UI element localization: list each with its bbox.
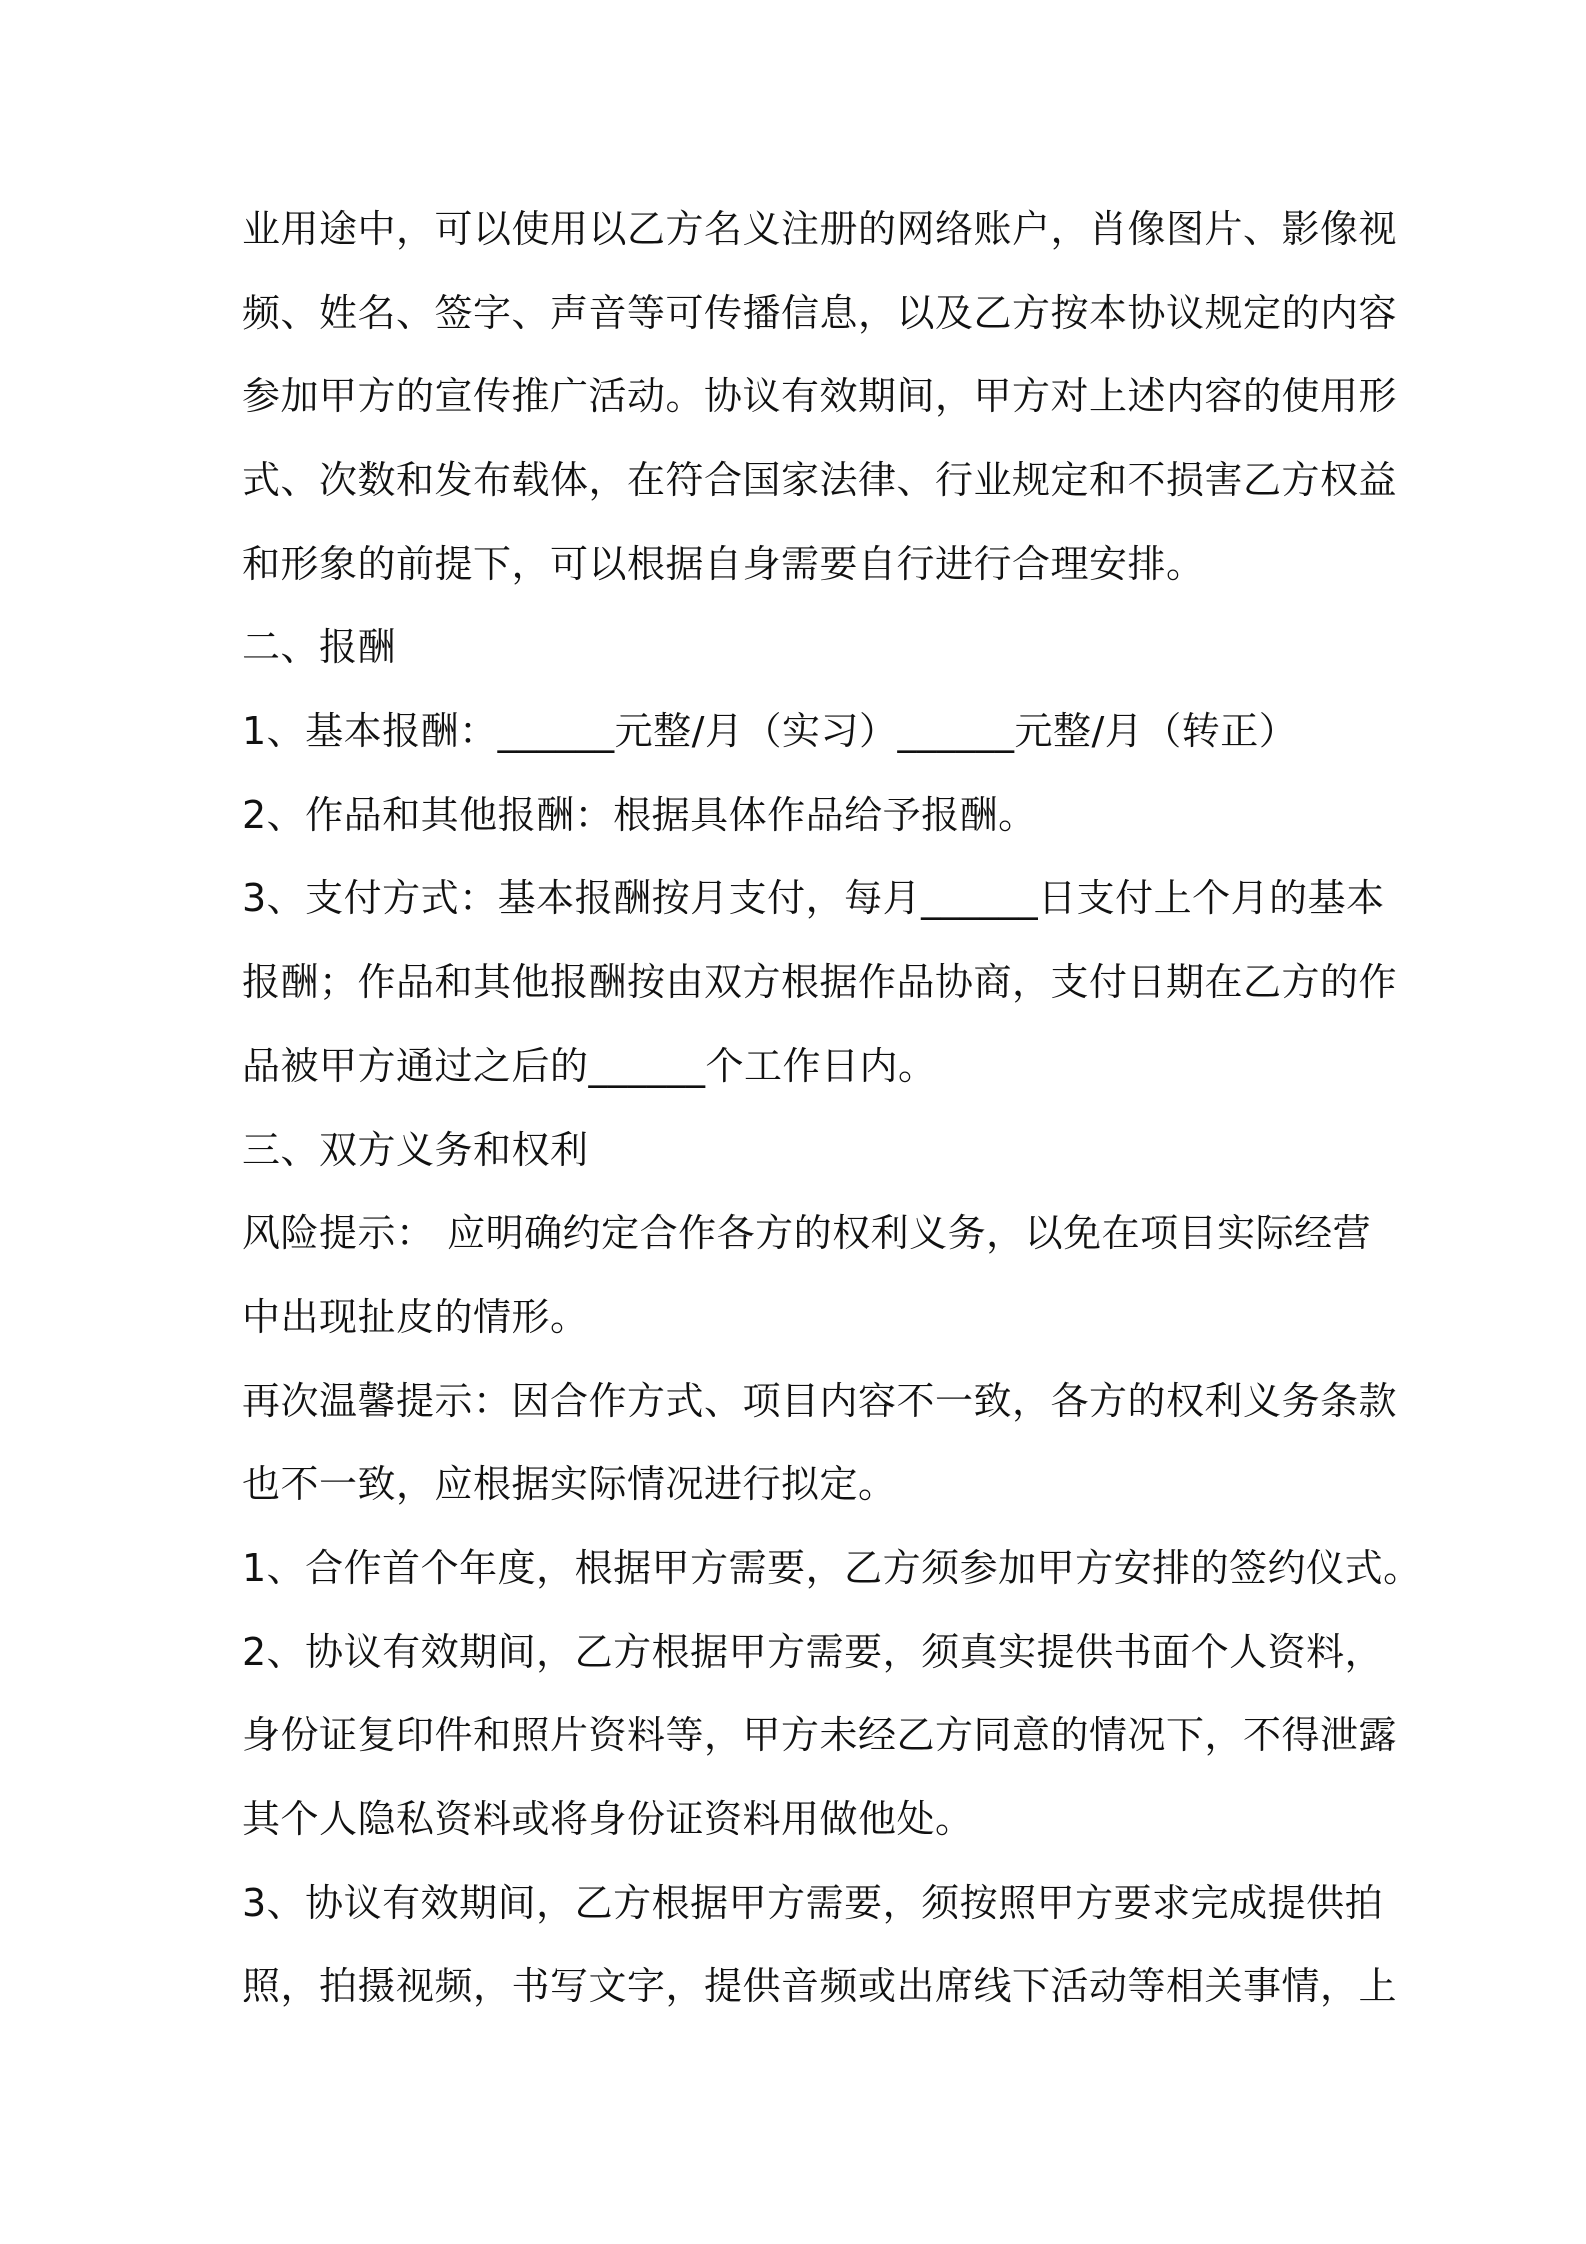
paragraph-line: 也不一致，应根据实际情况进行拟定。 bbox=[242, 1462, 897, 1506]
reminder-notice: 再次温馨提示：因合作方式、项目内容不一致，各方的权利义务条款 bbox=[242, 1379, 1398, 1423]
clause-content-provision: 3、协议有效期间，乙方根据甲方需要，须按照甲方要求完成提供拍 bbox=[242, 1881, 1384, 1925]
section-heading-obligations-rights: 三、双方义务和权利 bbox=[242, 1128, 589, 1172]
paragraph-line: 身份证复印件和照片资料等，甲方未经乙方同意的情况下，不得泄露 bbox=[242, 1713, 1398, 1757]
paragraph-line: 业用途中，可以使用以乙方名义注册的网络账户，肖像图片、影像视 bbox=[242, 207, 1398, 251]
clause-signing-ceremony: 1、合作首个年度，根据甲方需要，乙方须参加甲方安排的签约仪式。 bbox=[242, 1546, 1422, 1590]
paragraph-line: 中出现扯皮的情形。 bbox=[242, 1295, 589, 1339]
clause-payment-method: 3、支付方式：基本报酬按月支付，每月______日支付上个月的基本 bbox=[242, 876, 1385, 920]
paragraph-line: 照，拍摄视频，书写文字，提供音频或出席线下活动等相关事情，上 bbox=[242, 1964, 1398, 2008]
paragraph-line: 参加甲方的宣传推广活动。协议有效期间，甲方对上述内容的使用形 bbox=[242, 374, 1398, 418]
clause-work-remuneration: 2、作品和其他报酬：根据具体作品给予报酬。 bbox=[242, 793, 1037, 837]
paragraph-line: 和形象的前提下，可以根据自身需要自行进行合理安排。 bbox=[242, 542, 1205, 586]
risk-notice: 风险提示： 应明确约定合作各方的权利义务，以免在项目实际经营 bbox=[242, 1211, 1372, 1255]
clause-personal-info: 2、协议有效期间，乙方根据甲方需要，须真实提供书面个人资料， bbox=[242, 1630, 1384, 1674]
section-heading-remuneration: 二、报酬 bbox=[242, 625, 397, 669]
paragraph-line: 其个人隐私资料或将身份证资料用做他处。 bbox=[242, 1797, 974, 1841]
paragraph-line: 报酬；作品和其他报酬按由双方根据作品协商，支付日期在乙方的作 bbox=[242, 960, 1398, 1004]
paragraph-line: 式、次数和发布载体，在符合国家法律、行业规定和不损害乙方权益 bbox=[242, 458, 1398, 502]
clause-basic-remuneration: 1、基本报酬：______元整/月（实习）______元整/月（转正） bbox=[242, 709, 1298, 753]
paragraph-line: 频、姓名、签字、声音等可传播信息，以及乙方按本协议规定的内容 bbox=[242, 291, 1398, 335]
paragraph-line: 品被甲方通过之后的______个工作日内。 bbox=[242, 1044, 937, 1088]
